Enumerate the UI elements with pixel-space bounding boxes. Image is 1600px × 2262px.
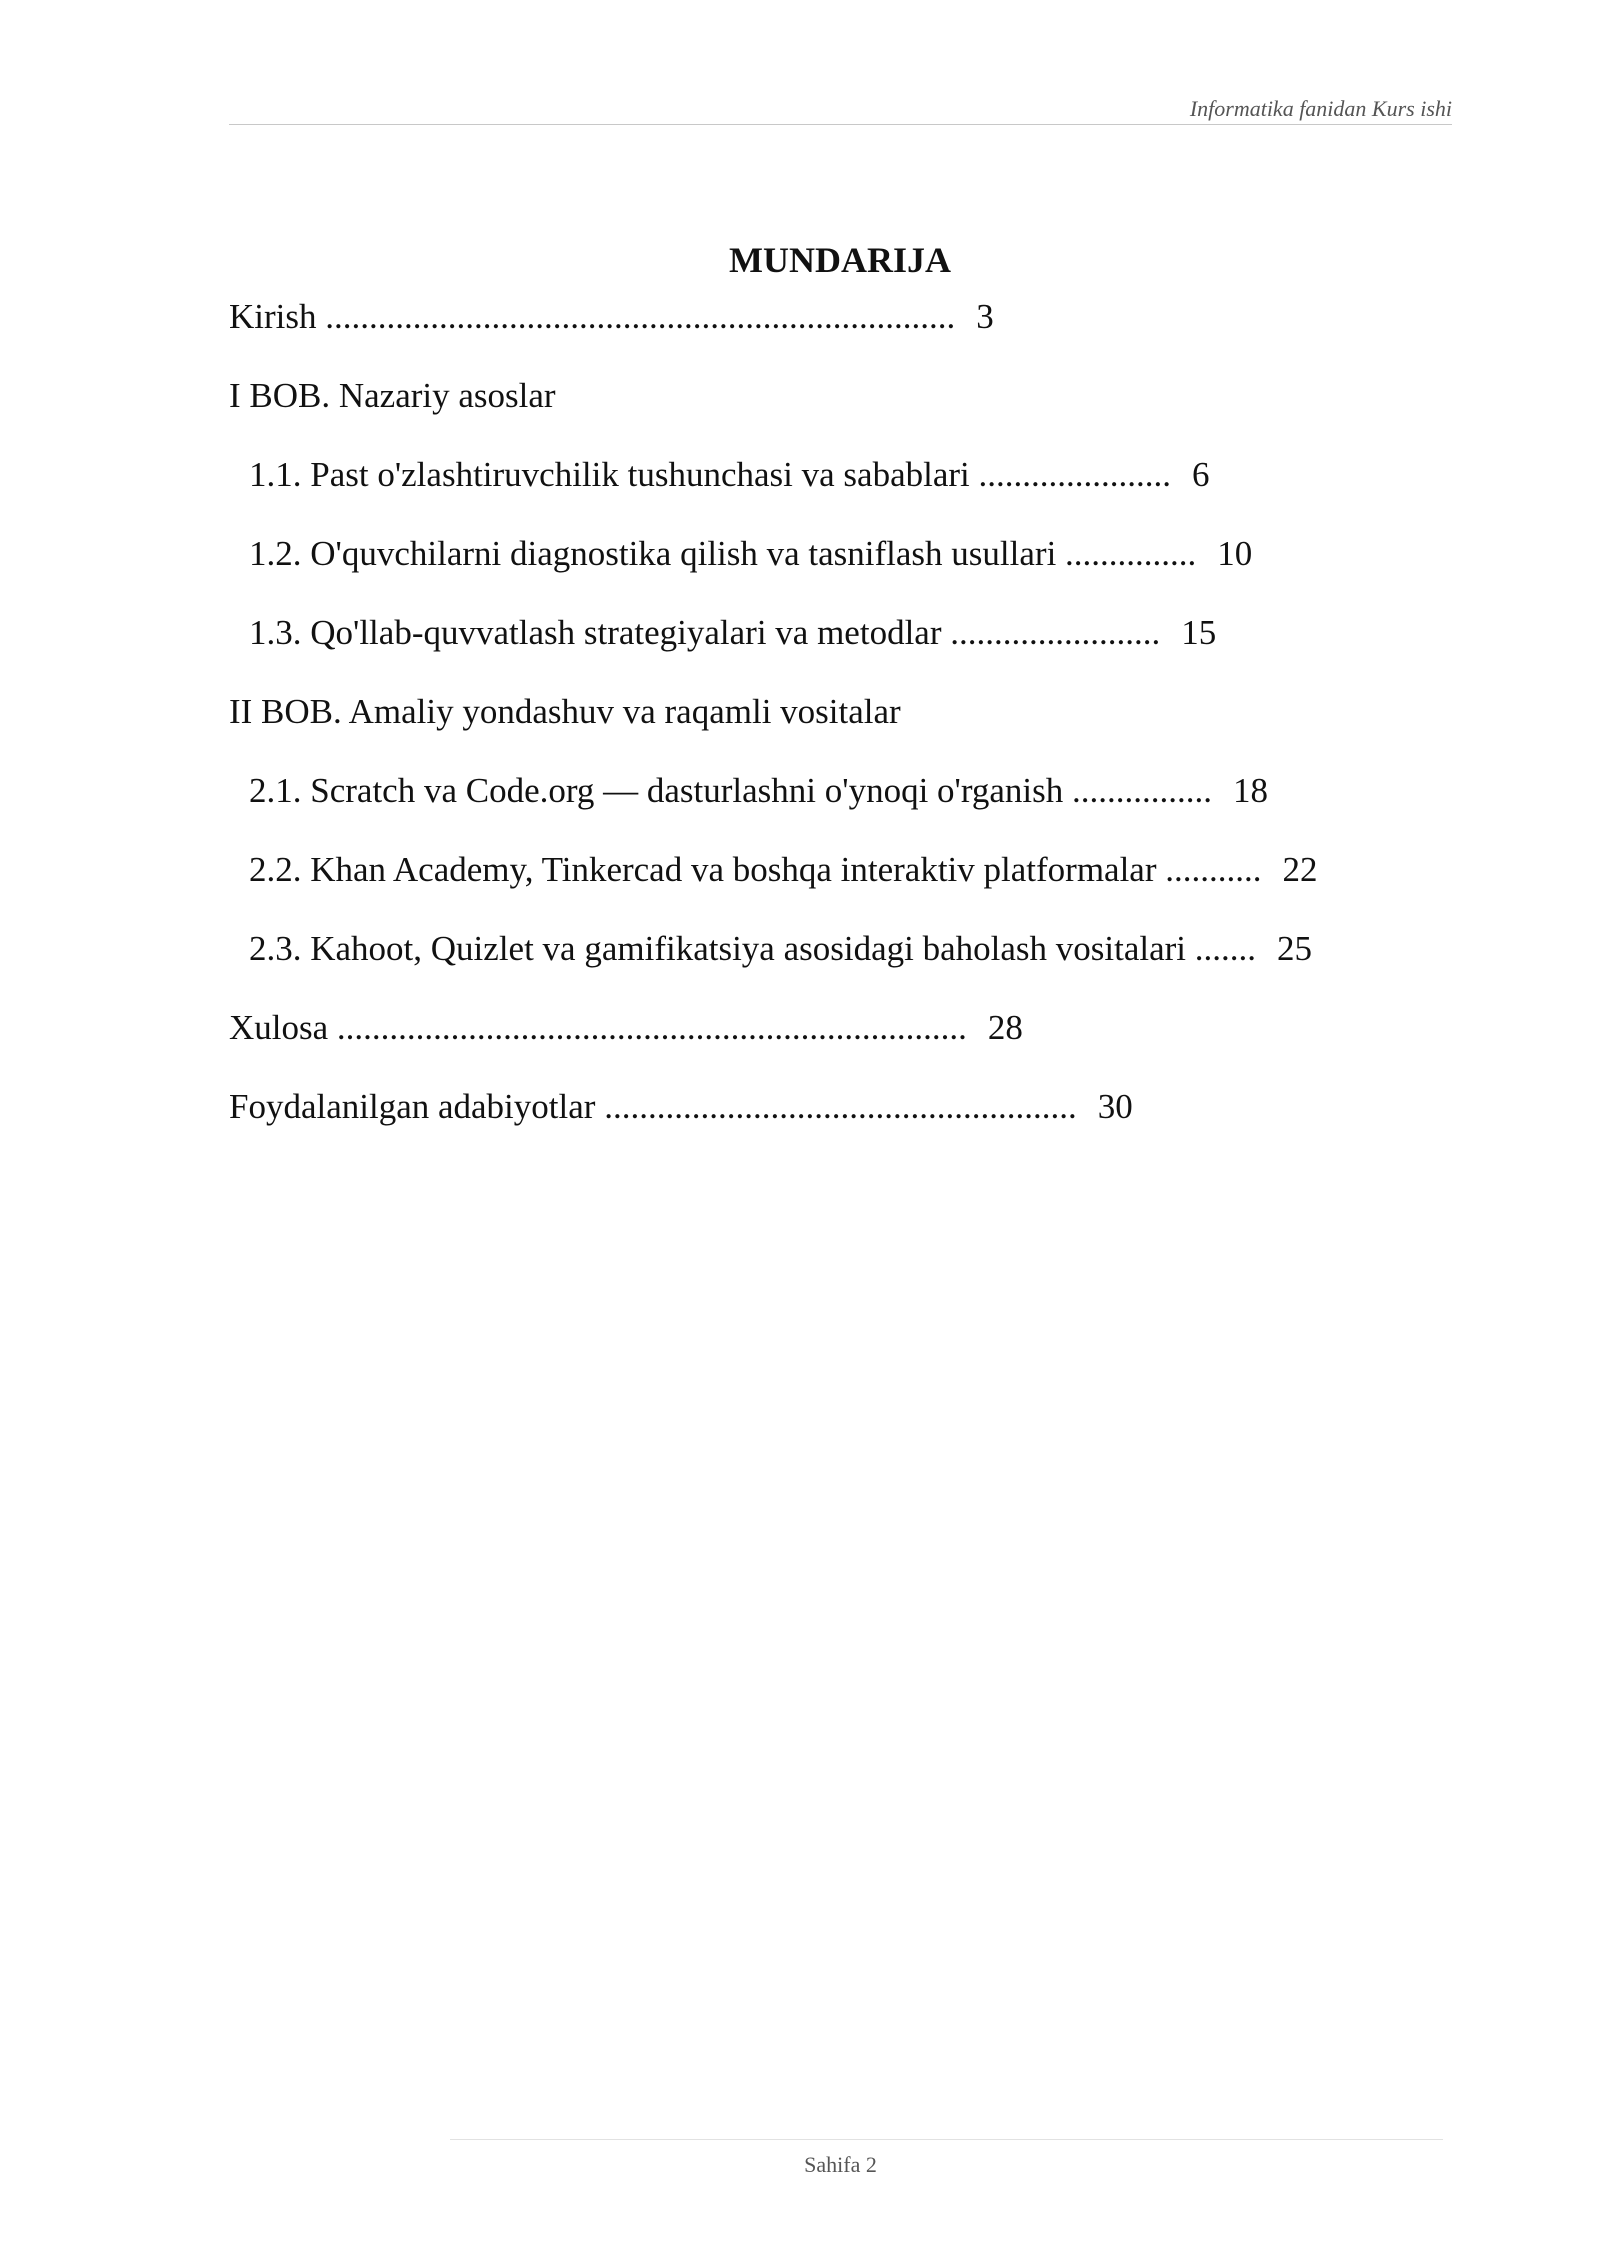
entry-page-number: 15 (1181, 613, 1217, 652)
chapter-label: II BOB. Amaliy yondashuv va raqamli vositalar (229, 692, 901, 731)
entry-page-number: 3 (976, 297, 994, 336)
toc-entry-1-1 (229, 450, 1318, 529)
page-footer (450, 2139, 1443, 2177)
page-number-footer: Sahifa 2 (804, 2152, 877, 2177)
toc-entry-1-2 (229, 529, 1318, 608)
entry-leader: ....... (1186, 929, 1257, 968)
chapter-label: I BOB. Nazariy asoslar (229, 376, 556, 415)
toc-entry-2-1 (229, 766, 1318, 845)
entry-page-number: 25 (1277, 929, 1313, 968)
entry-leader: ........... (1156, 850, 1262, 889)
entry-leader: ...................... (969, 455, 1171, 494)
toc-entry-2-2 (229, 845, 1318, 924)
entry-label: 2.2. Khan Academy, Tinkercad va boshqa interaktiv platformalar (249, 850, 1157, 889)
entry-label: Xulosa (229, 1008, 329, 1047)
entry-label: 1.3. Qo'llab-quvvatlash strategiyalari va metodlar (249, 613, 942, 652)
table-of-contents (229, 292, 1318, 1161)
toc-entry-2-3 (229, 924, 1318, 1003)
toc-title: MUNDARIJA (729, 240, 951, 280)
entry-label: Foydalanilgan adabiyotlar (229, 1087, 596, 1126)
entry-label: Kirish (229, 297, 317, 336)
entry-leader: ........................................................................ (328, 1008, 967, 1047)
entry-page-number: 22 (1282, 850, 1318, 889)
toc-entry-1-3 (229, 608, 1318, 687)
entry-label: 2.1. Scratch va Code.org — dasturlashni o'ynoqi o'rganish (249, 771, 1064, 810)
entry-page-number: 28 (987, 1008, 1023, 1047)
entry-leader: ............... (1056, 534, 1197, 573)
toc-chapter-1 (229, 371, 1318, 450)
toc-entry-bibliography (229, 1082, 1318, 1161)
entry-label: 1.1. Past o'zlashtiruvchilik tushunchasi va sabablari (249, 455, 970, 494)
entry-page-number: 18 (1233, 771, 1269, 810)
entry-leader: ........................................................................ (316, 297, 956, 336)
entry-page-number: 6 (1192, 455, 1210, 494)
page-header (229, 92, 1452, 125)
toc-entry-xulosa (229, 1003, 1318, 1082)
entry-label: 1.2. O'quvchilarni diagnostika qilish va tasniflash usullari (249, 534, 1057, 573)
entry-leader: ................ (1063, 771, 1213, 810)
entry-leader: ........................ (941, 613, 1161, 652)
toc-entry-kirish (229, 292, 1318, 371)
header-text: Informatika fanidan Kurs ishi (1189, 96, 1452, 121)
entry-leader: ...................................................... (595, 1087, 1077, 1126)
toc-chapter-2 (229, 687, 1318, 766)
entry-label: 2.3. Kahoot, Quizlet va gamifikatsiya asosidagi baholash vositalari (249, 929, 1187, 968)
entry-page-number: 30 (1097, 1087, 1133, 1126)
entry-page-number: 10 (1217, 534, 1253, 573)
